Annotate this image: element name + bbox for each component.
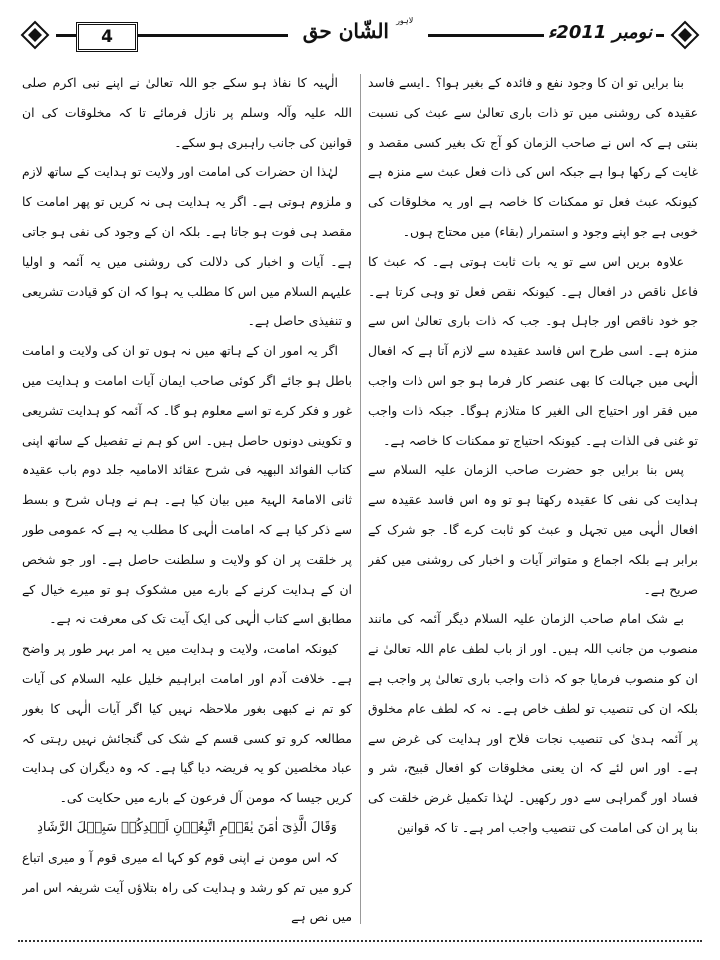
paragraph: پس بنا برایں جو حضرت صاحب الزمان علیہ السلام سے ہدایت کی نفی کا عقیدہ رکھتا ہو تو وہ اس فاسد عقیدہ سے افعال الٰہی میں تجہل و عبث کو ثابت کرے گا۔ جو شرک کے برابر ہے بلکہ اجماع و متواتر آیات و اخبار کی روشنی میں کفر صریح ہے۔ [368,462,698,597]
right-column [368,68,698,928]
paragraph: بنا برایں تو ان کا وجود نفع و فائدہ کے بغیر ہوا؟ ۔ایسے فاسد عقیدہ کی روشنی میں تو ذات باری تعالیٰ سے عبث کی نسبت بنتی ہے کہ اس نے صاحب الزمان کو آج تک بغیر کسی مقصد و غایت کے رکھا ہوا ہے جبکہ اس کی ذات فعل عبث سے منزہ ہے کیونکہ عبث فعل تو ممکنات کا خاصہ ہے اور یہ مخلوقات کی خوبی ہے جو اپنے وجود و استمرار (بقاء) میں محتاج ہوں۔ [368,75,698,239]
paragraph: لہٰذا ان حضرات کی امامت اور ولایت تو ہدایت کے ساتھ لازم و ملزوم ہوتی ہے۔ اگر یہ ہدایت ہی نہ کریں تو پھر امامت کا مقصد ہی فوت ہو جاتا ہے۔ بلکہ ان کے وجود کی نفی ہو جاتی ہے۔ آیات و اخبار کی دلالت کی روشنی میں یہ آئمہ و اولیا علیہم السلام میں اس کا مطلب یہ ہوا کہ ان کو قیادت تشریعی و تنفیذی حاصل ہے۔ [22,164,352,329]
paragraph: اگر یہ امور ان کے ہاتھ میں نہ ہوں تو ان کی ولایت و امامت باطل ہو جائے اگر کوئی صاحب ایمان آیات امامت و ہدایت میں غور و فکر کرے تو اسے معلوم ہو گا۔ کہ آئمہ کو ہدایت تشریعی و تکوینی دونوں حاصل ہیں۔ اس کو ہم نے تفصیل کے ساتھ اپنی کتاب الفوائد البھیہ فی شرح عقائد الامامیہ جلد دوم باب عقیدہ ثانی الامامۃ الہیۃ میں بیان کیا ہے۔ ہم نے وہاں شرح و بسط سے ذکر کیا ہے کہ امامت الٰہی کا مطلب یہ ہے کہ عمومی طور پر خلقت پر ان کو ولایت و سلطنت حاصل ہے۔ اور جو شخص ان کے ہدایت کرنے کے بارے میں مشکوک ہو تو میرے خیال کے مطابق اسے کتاب الٰہی کی ایک آیت تک کی معرفت نہ ہے۔ [22,343,352,627]
column-divider [360,74,361,924]
paragraph: علاوہ بریں اس سے تو یہ بات ثابت ہوتی ہے۔ کہ عبث کا فاعل ناقص در افعال ہے۔ کیونکہ نقص فعل تو وہی کرتا ہے۔ جو خود ناقص اور جاہل ہو۔ جب کہ ذات باری تعالیٰ اس سے منزہ ہے۔ اسی طرح اس فاسد عقیدہ سے لازم آتا ہے کہ افعال الٰہی میں جہالت کا بھی عنصر کار فرما ہو جو اس ذات واجب میں فقر اور احتیاج الی الغیر کا متلازم ہوگا۔ جبکہ ذات واجب تو غنی فی الذات ہے۔ کیونکہ احتیاج تو ممکنات کا خاصہ ہے۔ [368,253,698,448]
masthead-title: الشّان حق [302,19,389,43]
footer-rule [18,940,702,942]
masthead-tag: لاہور [396,16,414,25]
masthead [288,16,428,52]
paragraph: کہ اس مومن نے اپنی قوم کو کہا اے میری قوم آ و میری اتباع کرو میں تم کو رشد و ہدایت کی راہ بتلاؤں آیت شریفہ اس امر میں نص ہے [22,849,352,925]
ornament-icon [20,20,50,50]
page-number: 4 [76,22,138,52]
ornament-icon [670,20,700,50]
quran-verse: وَقَالَ الَّذِیٓ اٰمَنَ یٰقَوۡمِ اتَّبِعُوۡنِ اَهۡدِكُمۡ سَبِیۡلَ الرَّشَادِ [37,819,337,835]
paragraph: کیونکہ امامت، ولایت و ہدایت میں یہ امر بہر طور پر واضح ہے۔ خلافت آدم اور امامت ابراہیم خلیل علیہ السلام کی آیات کو تم نے کبھی بغور ملاحظہ نہیں کیا اگر آیات الٰہی کا بغور مطالعہ کرو تو کسی قسم کے شک کی گنجائش نہیں رہتی کہ عباد مخلصین کو یہ فریضہ دیا گیا ہے۔ کہ وہ دیگران کی ہدایت کریں جیسا کہ مومن آل فرعون کے بارے میں حکایت کی۔ [22,641,352,806]
article-body [22,68,698,928]
left-column [22,68,352,928]
paragraph: بے شک امام صاحب الزمان علیہ السلام دیگر آئمہ کی مانند منصوب من جانب اللہ ہیں۔ اور از باب لطف عام اللہ تعالیٰ نے ان کو منصوب فرمایا جو کہ ذات واجب باری تعالیٰ پر واجب ہے بلکہ ان کی تنصیب تو لطف خاص ہے۔ نہ کہ لطف عام مخلوق پر آئمہ ہدیٰ کی تنصیب نجات فلاح اور ہدایت کی غرض سے ہے۔ اور اس لئے کہ ان یعنی مخلوقات کو افعال قبیح، شر و فساد اور گمراہی سے دور رکھیں۔ لہٰذا تکمیل غرض خلقت کی بنا پر ان کی امامت کی تنصیب واجب امر ہے۔ تا کہ قوانین [368,611,698,835]
paragraph: الٰہیہ کا نفاذ ہو سکے جو اللہ تعالیٰ نے اپنے نبی اکرم صلی اللہ علیہ وآلہ وسلم پر نازل فرمائے تا کہ مخلوقات کی ان قوانین کی جانب راہبری ہو سکے۔ [22,75,352,150]
issue-date: نومبر 2011ء [544,18,656,48]
page-header [18,10,702,64]
